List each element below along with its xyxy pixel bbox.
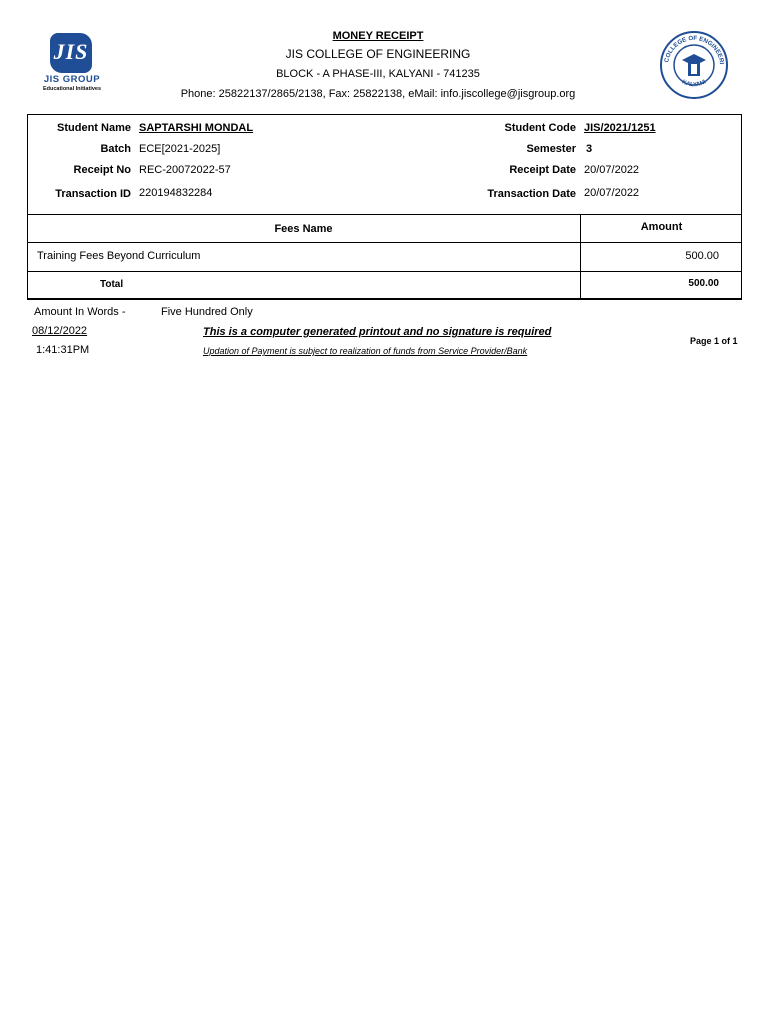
receipt-date-label: Receipt Date: [509, 164, 576, 176]
student-code-label: Student Code: [504, 122, 576, 134]
jis-logo-mark: JIS: [50, 33, 92, 73]
total-amount: 500.00: [688, 278, 719, 289]
print-date: 08/12/2022: [32, 325, 88, 337]
amount-words-label: Amount In Words -: [34, 306, 126, 318]
batch-label: Batch: [100, 143, 131, 155]
jis-group-logo: [38, 30, 106, 96]
transaction-id-value: 220194832284: [139, 187, 213, 199]
student-code-value: JIS/2021/1251: [584, 122, 656, 134]
svg-text:KALYANI: [681, 79, 708, 88]
fee-row-name: Training Fees Beyond Curriculum: [37, 250, 201, 262]
batch-value: ECE[2021-2025]: [139, 143, 221, 155]
fee-row-amount: 500.00: [685, 250, 719, 262]
receipt-no-value: REC-20072022-57: [139, 164, 231, 176]
seal-ring-text: COLLEGE OF ENGINEERI: [663, 34, 725, 65]
amount-header: Amount: [640, 221, 683, 233]
transaction-date-label: Transaction Date: [487, 188, 576, 200]
fees-name-header: Fees Name: [274, 223, 333, 235]
receipt-date-value: 20/07/2022: [584, 164, 640, 176]
receipt-box: [27, 114, 742, 300]
print-time: 1:41:31PM: [36, 344, 90, 356]
transaction-date-value: 20/07/2022: [584, 187, 640, 199]
student-name-value: SAPTARSHI MONDAL: [139, 122, 254, 134]
college-seal-logo: [658, 30, 730, 100]
semester-value: 3: [586, 143, 593, 155]
receipt-no-label: Receipt No: [73, 164, 131, 176]
computer-generated-notice: This is a computer generated printout and no signature is required: [203, 326, 552, 338]
payment-realization-notice: Updation of Payment is subject to realization of funds from Service Provider/Bank: [203, 346, 528, 356]
logo-tagline: Educational Initiatives: [42, 86, 102, 92]
college-name: JIS COLLEGE OF ENGINEERING: [285, 47, 471, 61]
amount-words-value: Five Hundred Only: [161, 306, 253, 318]
receipt-title: MONEY RECEIPT: [332, 30, 424, 42]
seal-bottom-text: KALYANI: [680, 79, 708, 89]
total-label: Total: [100, 279, 124, 290]
page-number: Page 1 of 1: [690, 336, 738, 346]
logo-group-text: JIS GROUP: [43, 74, 101, 85]
college-contact: Phone: 25822137/2865/2138, Fax: 25822138, eMail: info.jiscollege@jisgroup.org: [180, 88, 576, 100]
student-name-label: Student Name: [57, 122, 131, 134]
transaction-id-label: Transaction ID: [55, 188, 131, 200]
semester-label: Semester: [526, 143, 576, 155]
college-address: BLOCK - A PHASE-III, KALYANI - 741235: [276, 68, 480, 80]
